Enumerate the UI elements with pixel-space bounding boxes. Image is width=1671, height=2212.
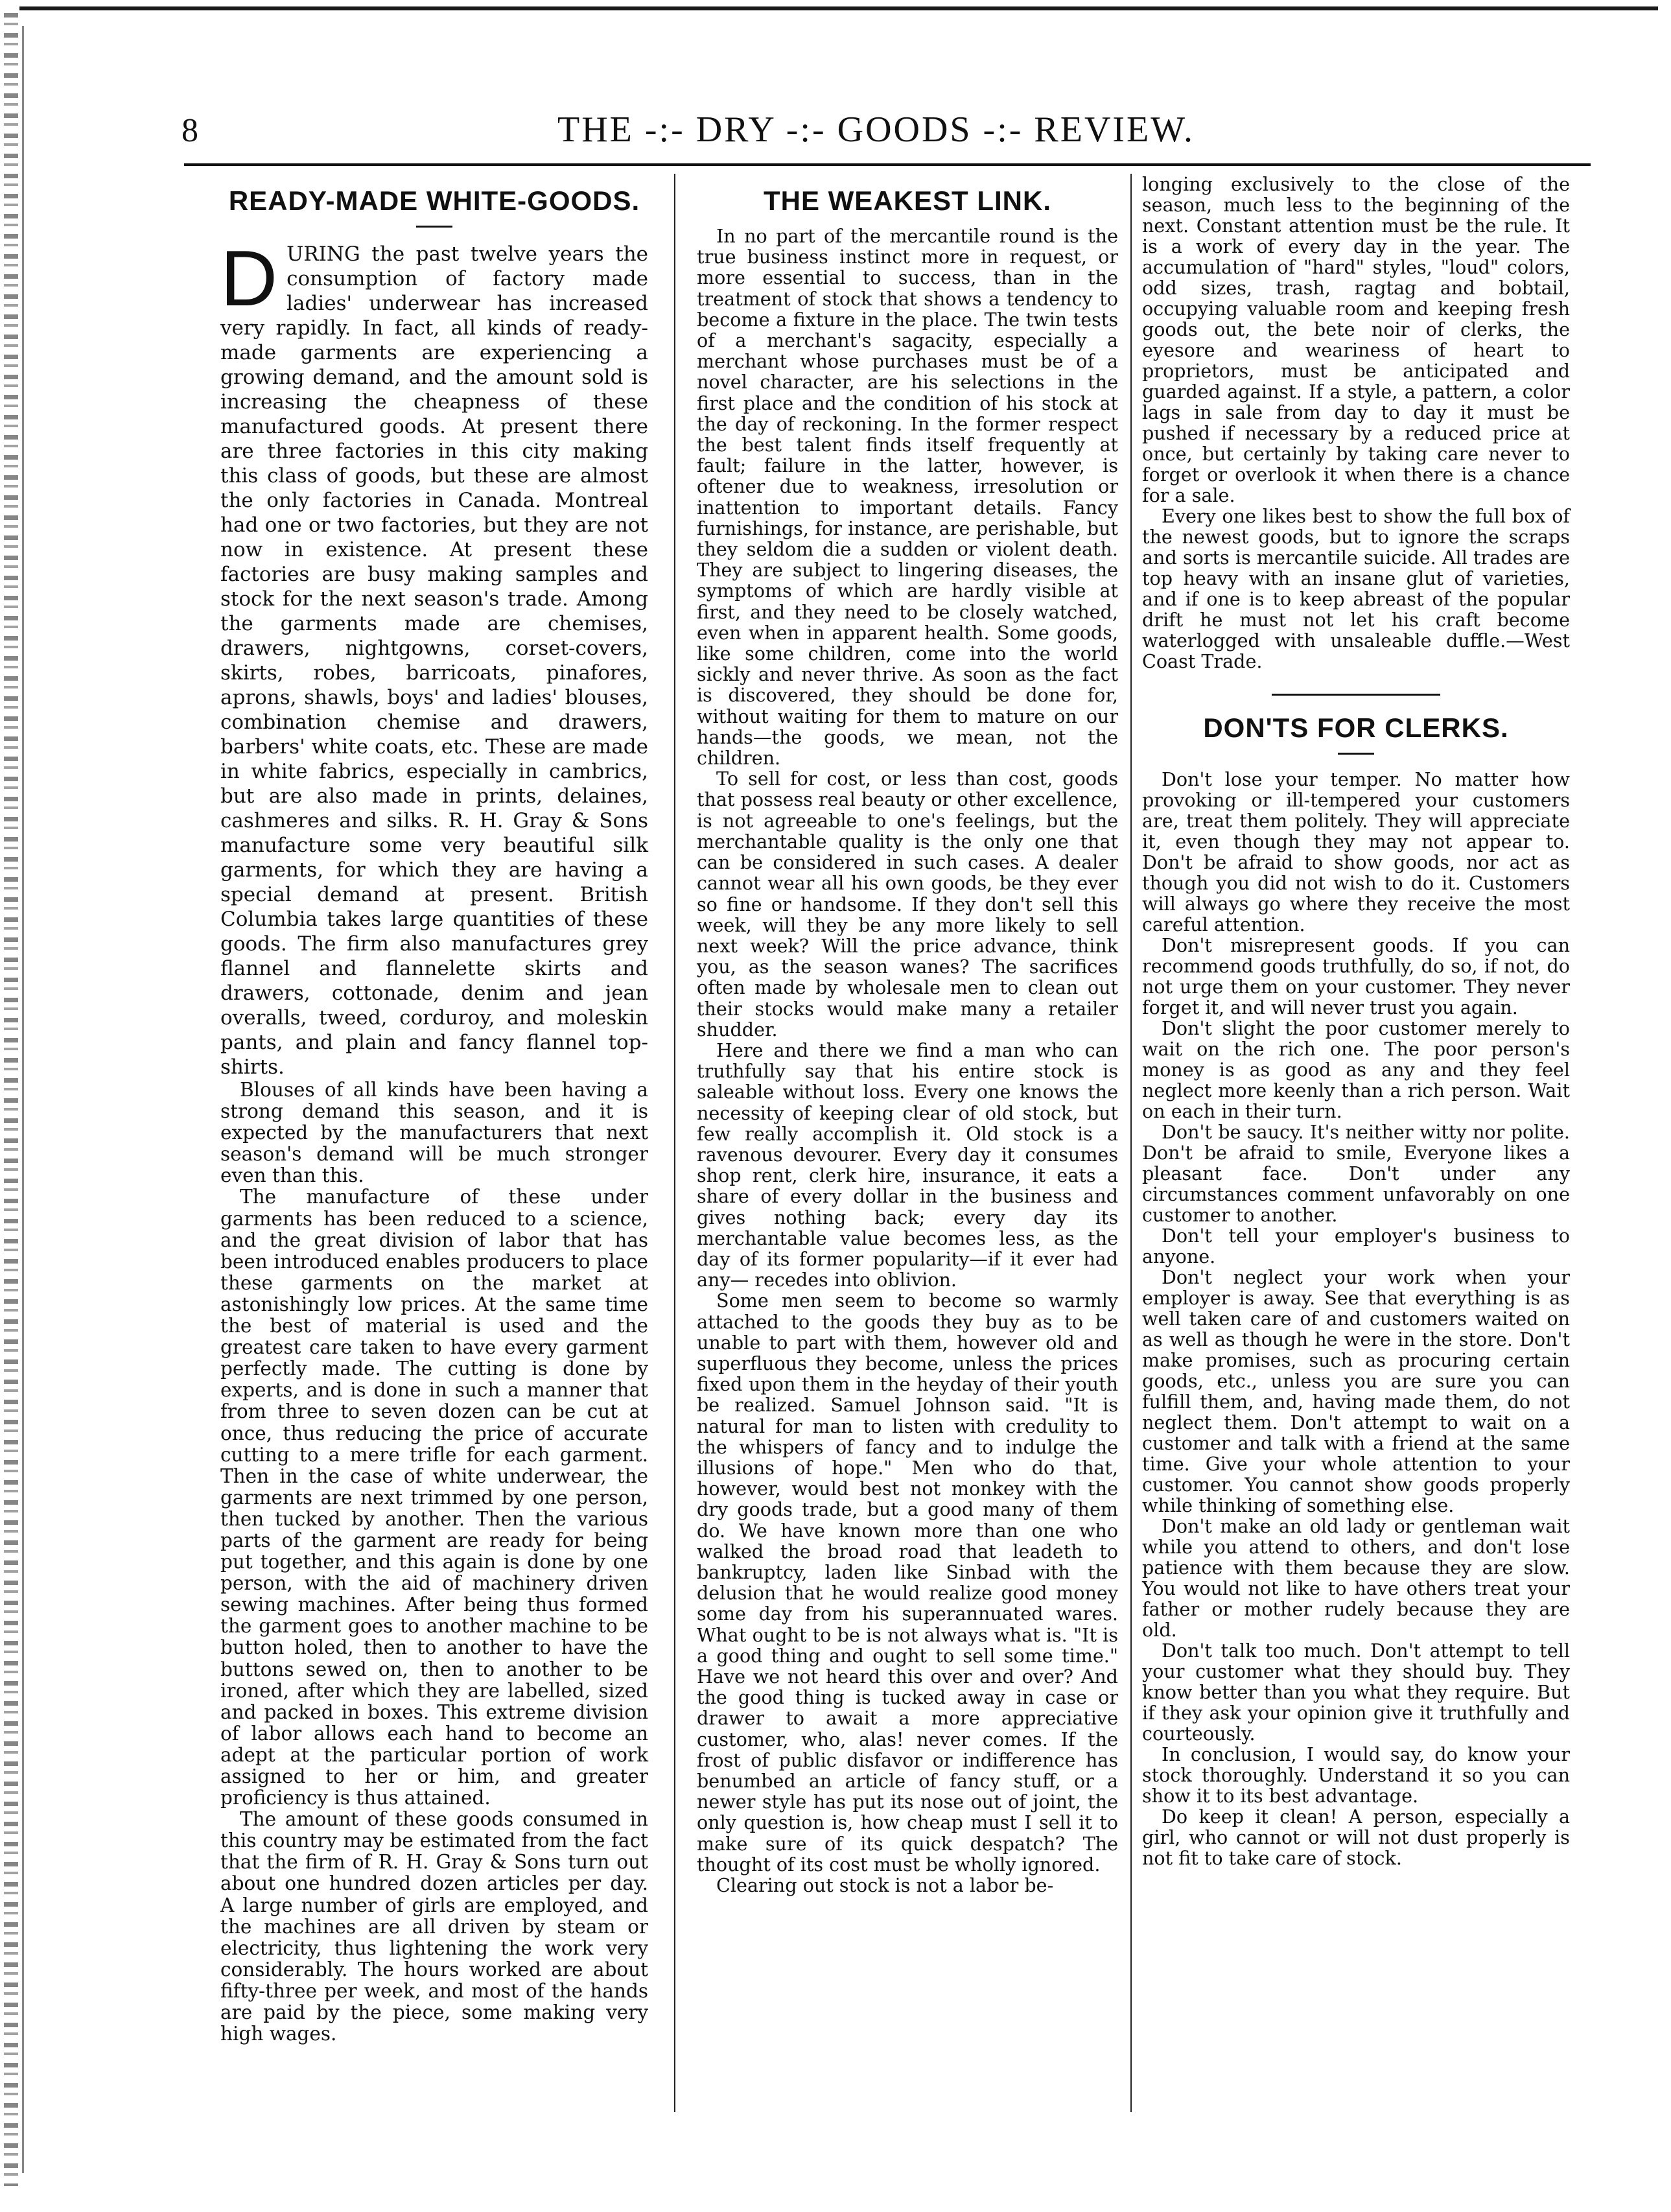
headline-dash [416,226,452,228]
column-two [697,174,1118,1896]
article-headline-white-goods: READY-MADE WHITE-GOODS. [228,185,640,216]
header-rule [184,163,1591,166]
drop-cap: D [220,234,278,322]
paragraph: Every one likes best to show the full box of the newest goods, but to ignore the scraps and sorts is mercantile suicide. All trades are top heavy with an insane glut of varieties, and if one is to keep abreast of the popular drift he must not let his craft become waterlogged with unsaleable duffle.—West Coast Trade. [1142,505,1570,672]
paragraph: Blouses of all kinds have been having a strong demand this season, and it is expected by the manufacturers that next season's demand will be much stronger even than this. [220,1079,648,1187]
column-rule-left [674,174,675,2112]
paragraph: Don't tell your employer's business to anyone. [1142,1225,1570,1267]
paragraph: Don't lose your temper. No matter how provoking or ill-tempered your customers are, treat them politely. They will appreciate it, even though they may not appear to. Don't be afraid to show goods, nor act as though you did not wish to do it. Customers will always go where they receive the most careful attention. [1142,768,1570,935]
scan-edge-left [4,13,18,2186]
paragraph: Clearing out stock is not a labor be- [716,1874,1054,1897]
paragraph: To sell for cost, or less than cost, goods that possess real beauty or other excellence, is not agreeable to one's feelings, but the merchantable quality is the only one that can be considered in such cases. A dealer cannot wear all his own goods, be they ever so fine or handsome. If they don't sell this week, will they be any more likely to sell next week? Will the price advance, think you, as the season wanes? The sacrifices often made by wholesale men to clean out their stocks would make many a retailer shudder. [697,768,1118,1041]
article-headline-donts-for-clerks: DON'TS FOR CLERKS. [1203,712,1509,743]
paragraph: Here and there we find a man who can truthfully say that his entire stock is saleable without loss. Every one knows the necessity of keeping clear of old stock, but few really accomplish it. Old stock is a ravenous devourer. Every day it consumes shop rent, clerk hire, insurance, it eats a share of every dollar in the business and gives nothing back; every day its merchantable value becomes less, as the day of its former popularity—if it ever had any— recedes into oblivion. [697,1039,1118,1291]
paragraph: Don't slight the poor customer merely to wait on the rich one. The poor person's money is as good as any and they feel neglect more keenly than a rich person. Wait on each in their turn. [1142,1017,1570,1122]
scan-edge-top [19,6,1658,10]
paragraph: In conclusion, I would say, do know your stock thoroughly. Understand it so you can show it to its best advantage. [1142,1743,1570,1807]
article-lead-paragraph [220,234,648,1079]
paragraph: Don't be saucy. It's neither witty nor polite. Don't be afraid to smile, Everyone likes a pleasant face. Don't under any circumstances comment unfavorably on one customer to another. [1142,1121,1570,1226]
paragraph: Some men seem to become so warmly attached to the goods they buy as to be unable to part with them, however old and superfluous they become, unless the prices fixed upon them in the heyday of their youth be realized. Samuel Johnson said. "It is natural for man to listen with credulity to the whispers of fancy and to indulge the illusions of hope." Men who do that, however, would best not monkey with the dry goods trade, but a good many of them do. We have known more than one who walked the broad road that leadeth to bankruptcy, laden like Sinbad with the delusion that he would realize good money some day from his superannuated wares. What ought to be is not always what is. "It is a good thing and ought to sell some time." Have we not heard this over and over? And the good thing is tucked away in case or drawer to await a more appreciative customer, who, alas! never comes. If the frost of public disfavor or indifference has benumbed an article of fancy stuff, or a newer style has put its nose out of joint, the only question is, how cheap must I sell it to make sure of its quick despatch? The thought of its cost must be wholly ignored. [697,1289,1118,1876]
paragraph: Do keep it clean! A person, especially a girl, who cannot or will not dust properly is not fit to take care of stock. [1142,1806,1570,1869]
column-one [220,174,648,2045]
column-rule-right [1130,174,1132,2112]
running-head: THE -:- DRY -:- GOODS -:- REVIEW. [557,110,1195,150]
paragraph: Don't talk too much. Don't attempt to tell your customer what they should buy. They know better than you what they require. But if they ask your opinion give it truthfully and courteously. [1142,1640,1570,1745]
headline-dash [1338,753,1374,755]
column-three [1142,174,1570,1868]
lead-text: URING the past twelve years the consumption of factory made ladies' underwear has increased very rapidly. In fact, all kinds of ready-made garments are experiencing a growing demand, and the amount sold is increasing the cheapness of these manufactured goods. At present there are three factories in this city making this class of goods, but these are almost the only factories in Canada. Montreal had one or two factories, but they are not now in existence. At present these factories are busy making samples and stock for the next season's trade. Among the garments made are chemises, drawers, nightgowns, corset-covers, skirts, robes, barricoats, pinafores, aprons, shawls, boys' and ladies' blouses, combination chemise and drawers, barbers' white coats, etc. These are made in white fabrics, especially in cambrics, but are also made in prints, delaines, cashmeres and silks. R. H. Gray & Sons manufacture some very beautiful silk garments, for which they are having a special demand at present. British Columbia takes large quantities of these goods. The firm also manufactures grey flannel and flannelette skirts and drawers, cottonade, denim and jean overalls, tweed, corduroy, and moleskin pants, and plain and fancy flannel top-shirts. [220,242,648,1079]
article-headline-weakest-link: THE WEAKEST LINK. [764,185,1051,216]
paragraph: Don't misrepresent goods. If you can recommend goods truthfully, do so, if not, do not urge them on your customer. They never forget it, and will never trust you again. [1142,934,1570,1018]
paragraph: longing exclusively to the close of the season, much less to the beginning of the next. Constant attention must be the rule. It is a work of every day in the year. The accumulation of "hard" styles, "loud" colors, odd sizes, trash, ragtag and bobtail, occupying valuable room and keeping fresh goods out, the bete noir of clerks, the eyesore and weariness of heart to proprietors, must be anticipated and guarded against. If a style, a pattern, a color lags in sale from day to day it must be pushed if necessary by a reduced price at once, but certainly by taking care never to forget or overlook it when there is a chance for a sale. [1142,173,1570,506]
paragraph: The amount of these goods consumed in this country may be estimated from the fact that the firm of R. H. Gray & Sons turn out about one hundred dozen articles per day. A large number of girls are employed, and the machines are all driven by steam or electricity, thus lightening the work very considerably. The hours worked are about fifty-three per week, and most of the hands are paid by the piece, some making very high wages. [220,1808,648,2045]
paragraph: The manufacture of these under garments has been reduced to a science, and the great division of labor that has been introduced enables producers to place these garments on the market at astonishingly low prices. At the same time the best of material is used and the greatest care taken to have every garment perfectly made. The cutting is done by experts, and is done in such a manner that from three to seven dozen can be cut at once, thus reducing the price of accurate cutting to a mere trifle for each garment. Then in the case of white underwear, the garments are next trimmed by one person, then tucked by another. Then the various parts of the garment are ready for being put together, and this again is done by one person, with the aid of machinery driven sewing machines. After being thus formed the garment goes to another machine to be button holed, then to another to have the buttons sewed on, then to another to be ironed, after which they are labelled, sized and packed in boxes. This extreme division of labor allows each hand to become an adept at the particular portion of work assigned to her or him, and greater proficiency is thus attained. [220,1186,648,1809]
article-separator [1272,694,1440,696]
paragraph: In no part of the mercantile round is the true business instinct more in request, or more essential to success, than in the treatment of stock that shows a tendency to become a fixture in the place. The twin tests of a merchant's sagacity, especially a merchant whose purchases must be of a novel character, are his selections in the first place and the condition of his stock at the day of reckoning. In the former respect the best talent finds itself frequently at fault; failure in the latter, however, is oftener due to weakness, irresolution or inattention to important details. Fancy furnishings, for instance, are perishable, but they seldom die a sudden or violent death. They are subject to lingering diseases, the symptoms of which are hardly visible at first, and they need to be closely watched, even when in apparent health. Some goods, like some children, come into the world sickly and never thrive. As soon as the fact is discovered, they should be done for, without waiting for them to mature on our hands—the goods, we mean, not the children. [697,225,1118,770]
paragraph: Don't neglect your work when your employer is away. See that everything is as well taken care of and customers waited on as well as though he were in the store. Don't make promises, such as procuring certain goods, etc., unless you are sure you can fulfill them, and, having made them, do not neglect them. Don't attempt to wait on a customer and talk with a friend at the same time. Give your whole attention to your customer. You cannot show goods properly while thinking of something else. [1142,1266,1570,1516]
paragraph: Don't make an old lady or gentleman wait while you attend to others, and don't lose patience with them because they are slow. You would not like to have others treat your father or mother rudely because they are old. [1142,1515,1570,1641]
page-number: 8 [181,112,198,149]
scan-edge-line [22,26,24,2173]
